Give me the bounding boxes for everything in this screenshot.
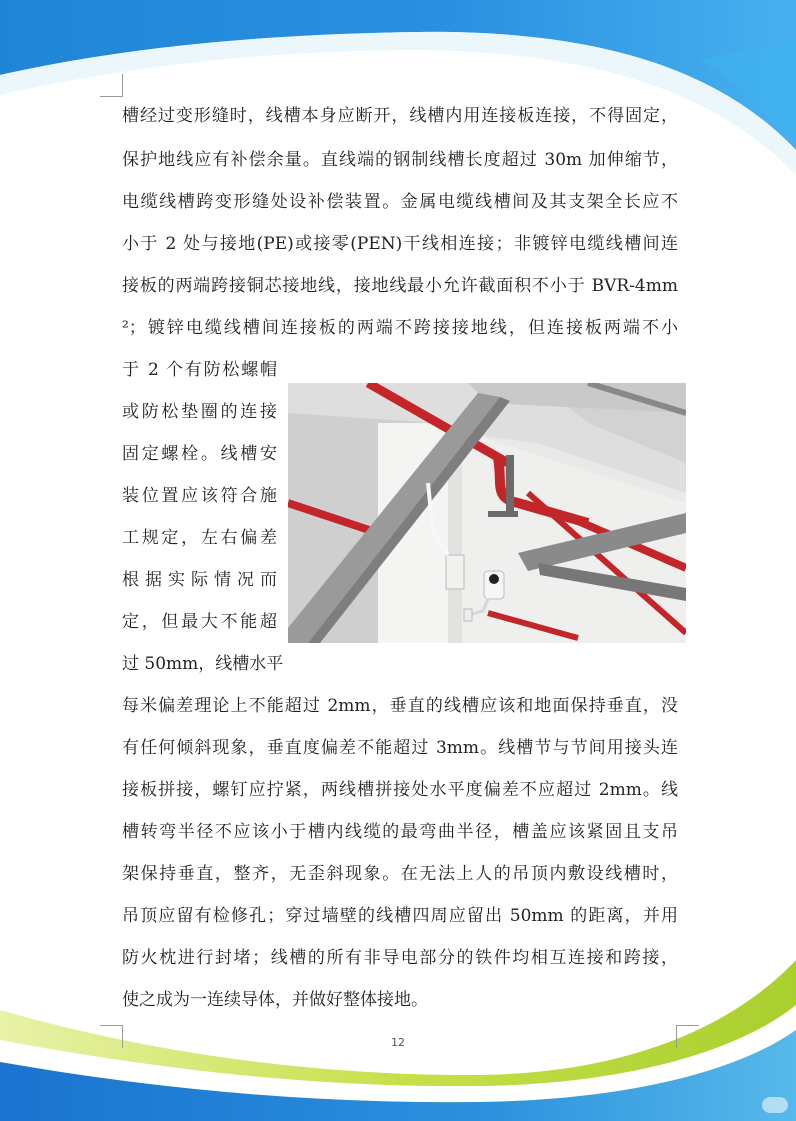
text-line: 定，但最大不能超 xyxy=(122,612,277,632)
text-line: 槽经过变形缝时，线槽本身应断开，线槽内用连接板连接，不得固定， xyxy=(122,106,678,126)
text-line: 接板的两端跨接铜芯接地线，接地线最小允许截面积不小于 BVR-4mm xyxy=(122,276,678,296)
text-line: 小于 2 处与接地(PE)或接零(PEN)干线相连接；非镀锌电缆线槽间连 xyxy=(122,234,678,254)
text-line: 使之成为一连续导体，并做好整体接地。 xyxy=(122,990,428,1010)
text-line: 根据实际情况而 xyxy=(122,570,277,590)
watermark-badge xyxy=(762,1097,788,1113)
text-line: 电缆线槽跨变形缝处设补偿装置。金属电缆线槽间及其支架全长应不 xyxy=(122,192,678,212)
page-number: 12 xyxy=(391,1036,405,1049)
text-line: 每米偏差理论上不能超过 2mm，垂直的线槽应该和地面保持垂直，没 xyxy=(122,696,678,716)
text-line: 防火枕进行封堵；线槽的所有非导电部分的铁件均相互连接和跨接， xyxy=(122,948,678,968)
text-line: 槽转弯半径不应该小于槽内线缆的最弯曲半径，槽盖应该紧固且支吊 xyxy=(122,822,678,842)
text-line: 过 50mm，线槽水平 xyxy=(122,654,284,674)
text-line: 吊顶应留有检修孔；穿过墙壁的线槽四周应留出 50mm 的距离，并用 xyxy=(122,906,678,926)
text-line: 有任何倾斜现象，垂直度偏差不能超过 3mm。线槽节与节间用接头连 xyxy=(122,738,678,758)
crop-mark-top-left xyxy=(100,74,123,97)
text-line: 固定螺栓。线槽安 xyxy=(122,444,277,464)
cable-tray-photo xyxy=(288,383,686,643)
text-line: 或防松垫圈的连接 xyxy=(122,402,277,422)
text-line: 架保持垂直，整齐，无歪斜现象。在无法上人的吊顶内敷设线槽时， xyxy=(122,864,678,884)
text-line: 于 2 个有防松螺帽 xyxy=(122,360,277,380)
text-line: ²；镀锌电缆线槽间连接板的两端不跨接接地线，但连接板两端不小 xyxy=(122,318,678,338)
text-line: 接板拼接，螺钉应拧紧，两线槽拼接处水平度偏差不应超过 2mm。线 xyxy=(122,780,678,800)
text-line: 装位置应该符合施 xyxy=(122,486,277,506)
text-line: 工规定，左右偏差 xyxy=(122,528,277,548)
text-line: 保护地线应有补偿余量。直线端的钢制线槽长度超过 30m 加伸缩节， xyxy=(122,150,678,170)
